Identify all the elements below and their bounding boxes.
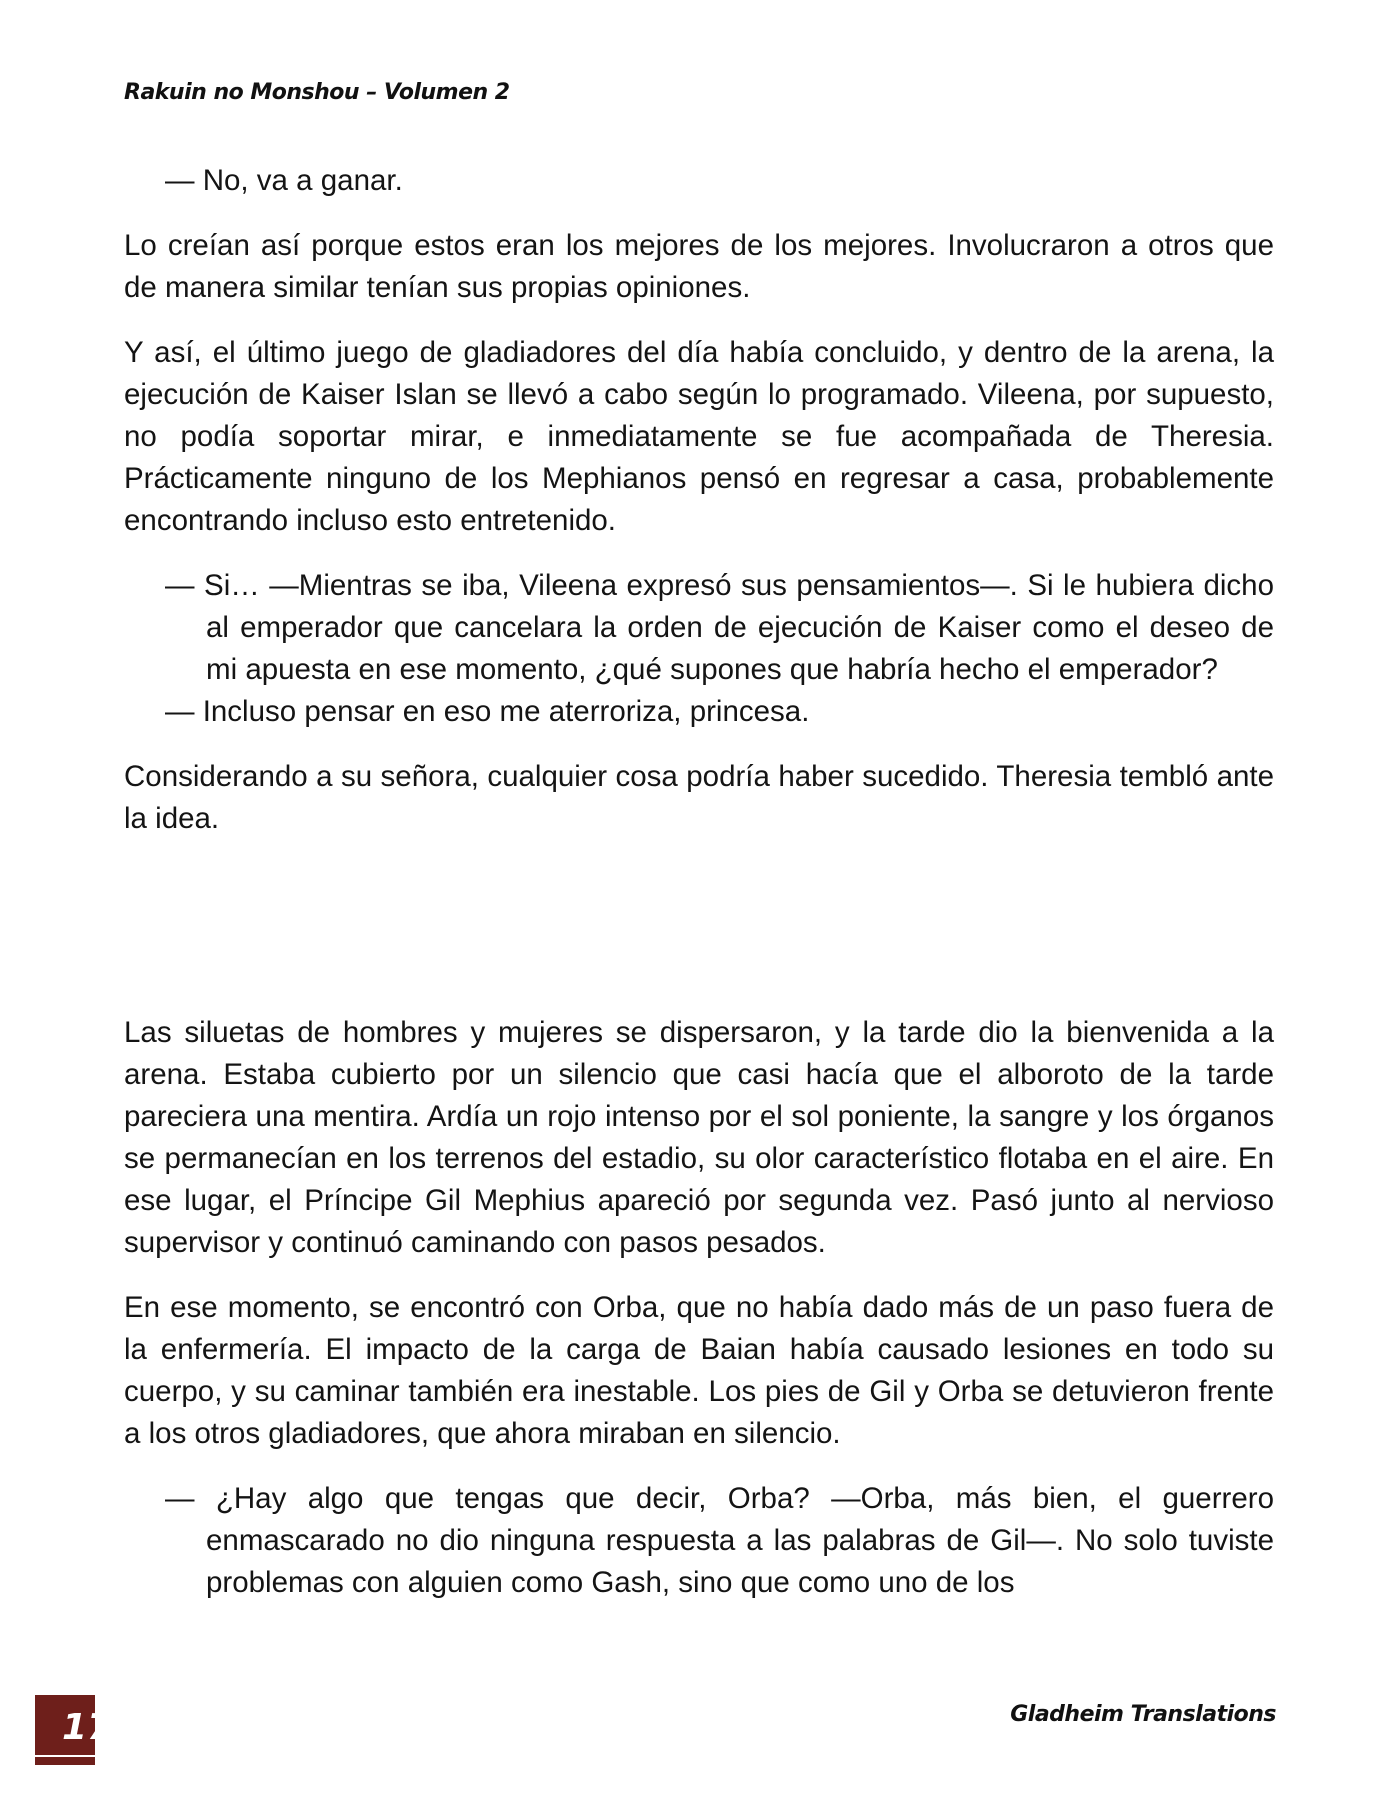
footer-credit: Gladheim Translations bbox=[1010, 1702, 1276, 1727]
dialogue-line: — ¿Hay algo que tengas que decir, Orba? —Orba, más bien, el guerrero enmascarado no dio ninguna respuesta a las palabras de Gil—. No solo tuviste problemas con alguien como Gash, sino que como uno de los bbox=[165, 1482, 1274, 1599]
dialogue-line: — Incluso pensar en eso me aterroriza, princesa. bbox=[165, 695, 810, 728]
running-header: Rakuin no Monshou – Volumen 2 bbox=[124, 80, 510, 105]
page-body bbox=[124, 160, 1274, 1627]
scene-break bbox=[124, 863, 1274, 1012]
paragraph: Y así, el último juego de gladiadores del día había concluido, y dentro de la arena, la ejecución de Kaiser Islan se llevó a cabo según lo programado. Vileena, por supuesto, no podía soportar mirar, e inmediatamente se fue acompañada de Theresia. Prácticamente ninguno de los Mephianos pensó en regresar a casa, probablemente encontrando incluso esto entretenido. bbox=[124, 336, 1274, 537]
paragraph: Las siluetas de hombres y mujeres se dispersaron, y la tarde dio la bienvenida a la arena. Estaba cubierto por un silencio que casi hacía que el alboroto de la tarde pareciera una mentira. Ardía un rojo intenso por el sol poniente, la sangre y los órganos se permanecían en los terrenos del estadio, su olor característico flotaba en el aire. En ese lugar, el Príncipe Gil Mephius apareció por segunda vez. Pasó junto al nervioso supervisor y continuó caminando con pasos pesados. bbox=[124, 1016, 1274, 1259]
page-number: 17 bbox=[62, 1707, 113, 1748]
paragraph: Lo creían así porque estos eran los mejores de los mejores. Involucraron a otros que de manera similar tenían sus propias opiniones. bbox=[124, 229, 1274, 304]
page-number-underline bbox=[35, 1755, 95, 1757]
dialogue-group bbox=[124, 1478, 1274, 1604]
paragraph: Considerando a su señora, cualquier cosa podría haber sucedido. Theresia tembló ante la idea. bbox=[124, 760, 1274, 835]
dialogue-line: — No, va a ganar. bbox=[165, 164, 403, 197]
paragraph: En ese momento, se encontró con Orba, que no había dado más de un paso fuera de la enfermería. El impacto de la carga de Baian había causado lesiones en todo su cuerpo, y su caminar también era inestable. Los pies de Gil y Orba se detuvieron frente a los otros gladiadores, que ahora miraban en silencio. bbox=[124, 1291, 1274, 1450]
dialogue-group bbox=[124, 565, 1274, 733]
dialogue-group bbox=[124, 160, 1274, 202]
dialogue-line: — Si… —Mientras se iba, Vileena expresó sus pensamientos—. Si le hubiera dicho al emperador que cancelara la orden de ejecución de Kaiser como el deseo de mi apuesta en ese momento, ¿qué supones que habría hecho el emperador? bbox=[165, 569, 1274, 686]
